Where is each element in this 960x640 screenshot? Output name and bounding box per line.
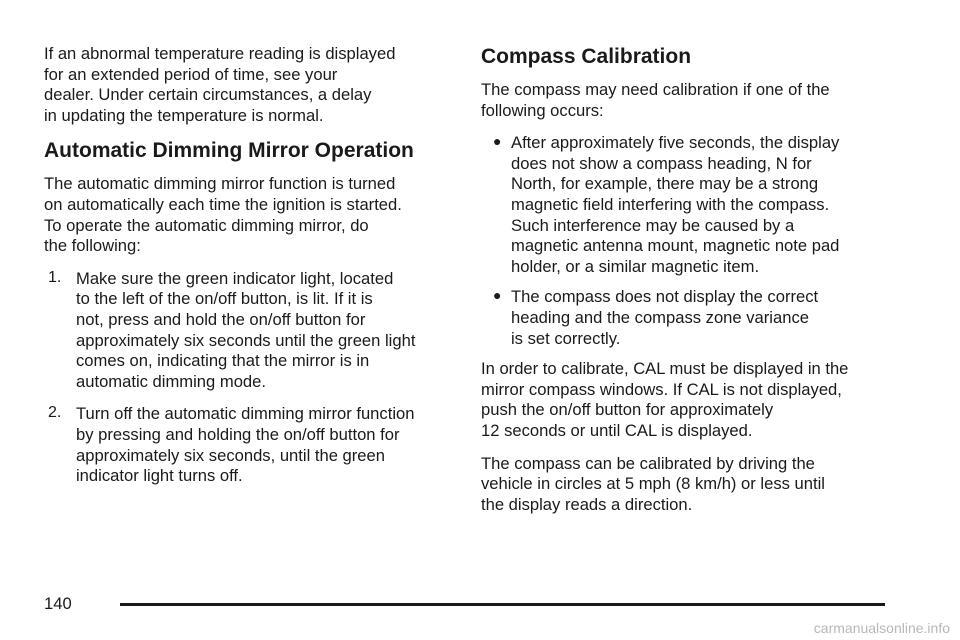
list-item [44,269,454,393]
left-column [44,44,454,499]
bullet-text: The compass does not display the correct heading and the compass zone variance is set correctly. [511,287,819,348]
watermark: carmanualsonline.info [813,620,950,636]
dimming-mirror-heading: Automatic Dimming Mirror Operation [44,139,414,163]
step-number: 2. [48,404,62,422]
compass-calibration-heading: Compass Calibration [481,45,692,68]
dimming-mirror-intro: The automatic dimming mirror function is turned on automatically each time the ignition is started. To operate the automatic dimming mirror, do the following: [44,174,402,256]
page-number: 140 [44,594,72,613]
temperature-note: If an abnormal temperature reading is displayed for an extended period of time, see your dealer. Under certain circumstances, a delay in updating the temperature is normal. [44,44,396,125]
dimming-mirror-steps [44,269,454,487]
right-column [481,44,901,527]
footer-rule [120,603,885,606]
driving-instructions: The compass can be calibrated by driving the vehicle in circles at 5 mph (8 km/h) or less until the display reads a direction. [481,453,825,514]
calibrate-instructions: In order to calibrate, CAL must be displayed in the mirror compass windows. If CAL is not displayed, push the on/off button for approximately 12 seconds or until CAL is displayed. [481,359,849,440]
bullet-icon: ● [493,133,502,150]
list-item [44,404,454,486]
step-text: Turn off the automatic dimming mirror function by pressing and holding the on/off button for approximately six seconds, until the green indicator light turns off. [76,404,415,486]
bullet-icon: ● [493,287,502,304]
calibration-conditions [481,133,901,349]
bullet-text: After approximately five seconds, the display does not show a compass heading, N for North, for example, there may be a strong magnetic field interfering with the compass. Such interference may be caused by a magnetic antenna mount, magnetic note pad holder, or a similar magnetic item. [511,133,840,276]
list-item [481,133,901,277]
step-text: Make sure the green indicator light, located to the left of the on/off button, is lit. If it is not, press and hold the on/off button for approximately six seconds until the green light comes on, indicating that the mirror is in automatic dimming mode. [76,268,416,391]
compass-intro: The compass may need calibration if one of the following occurs: [481,80,830,120]
list-item [481,287,901,349]
step-number: 1. [48,268,62,286]
